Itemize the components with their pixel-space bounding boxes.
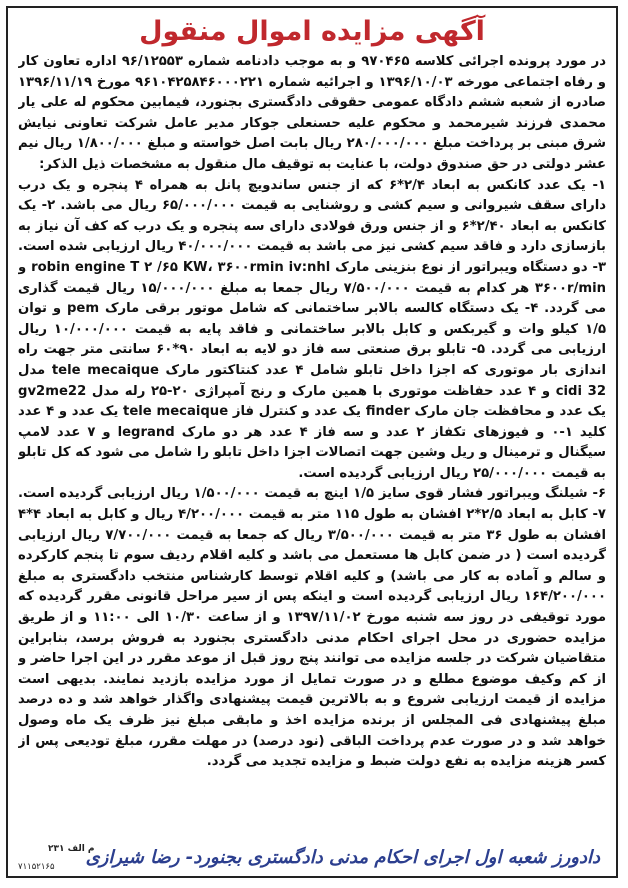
notice-paragraph-terms: ۶- شیلنگ ویبراتور فشار قوی سایز ۱/۵ اینچ به قیمت ۱/۵۰۰/۰۰۰ ریال ارزیابی گردیده است. ۷- کابل به ابعاد ۲/۵*۲ افشان به طول ۱۱۵ متر به قیمت ۴/۲۰۰/۰۰۰ ریال و کابل به ابعاد ۴*۴ افشان به طول ۳۶ متر به قیمت ۳/۵۰۰/۰۰۰ ریال که جمعا به قیمت ۷/۷۰۰/۰۰۰ ریال ارزیابی گردیده است ( در ضمن کابل ها مستعمل می باشد و کلیه اقلام ردیف سوم تا پنجم کارکرده و سالم و آماده به کار می باشد) و کلیه اقلام توسط کارشناس منتخب دادگستری به مبلغ ۱۶۴/۲۰۰/۰۰۰ ریال ارزیابی گردیده است و اینکه پس از سیر مراحل قانونی مقرر گردیده که مورد توقیفی در روز سه شنبه مورخ ۱۳۹۷/۱۱/۰۲ و از ساعت ۱۰/۳۰ الی ۱۱:۰۰ و از طریق مزایده حضوری در محل اجرای احکام مدنی دادگستری بجنورد به فروش برسد، بنابراین متقاضیان شرکت در جلسه مزایده می توانند پنج روز قبل از موعد مقرر در این اجرا حاضر و از کم وکیف موضوع مطلع و در صورت تمایل از مورد مزایده بازدید نمایند. بدیهی است مزایده از قیمت ارزیابی شروع و به بالاترین قیمت پیشنهادی واگذار خواهد شد و ده درصد مبلغ پیشنهادی فی المجلس از برنده مزایده اخذ و مابقی مبلغ نیز ظرف یک ماه وصول خواهد شد و در صورت عدم پرداخت الباقی (نود درصد) در مهلت مقرر، مبلغ تودیعی پس از کسر هزینه مزایده به نفع دولت ضبط و مزایده تجدید می گردد. [18,486,606,770]
notice-title: آگهی مزایده اموال منقول [139,16,485,47]
notice-paragraph-intro: در مورد پرونده اجرائی کلاسه ۹۷۰۴۶۵ و به موجب دادنامه شماره ۹۶/۱۲۵۵۳ اداره تعاون کار و رفاه اجتماعی مورخه ۱۳۹۶/۱۰/۰۳ و اجرائیه شماره ۹۶۱۰۴۲۵۸۴۶۰۰۰۲۲۱ مورخ ۱۳۹۶/۱۱/۱۹ صادره از شعبه ششم دادگاه عمومی حقوقی دادگستری بجنورد، فیمابین محکوم له علی یار محمدی فرزند شیرمحمد و محکوم علیه حسنعلی جوکار مدیر عامل شرکت تعاونی نیایش شرق مبنی بر پرداخت مبلغ ۲۸۰/۰۰۰/۰۰۰ ریال بابت اصل خواسته و مبلغ ۱/۸۰۰/۰۰۰ ریال نیم عشر دولتی در حق صندوق دولت، با عنایت به توقیف مال منقول به مشخصات ذیل الذکر: [18,54,606,172]
side-code: ۷۱۱۵۲۱۶۵ [18,862,55,872]
notice-footer [18,842,606,872]
notice-body [18,52,606,842]
signature-line: دادورز شعبه اول اجرای احکام مدنی دادگستری بجنورد- رضا شیرازی [85,847,600,868]
notice-paragraph-items: ۱- یک عدد کانکس به ابعاد ۲/۴*۶ که از جنس ساندویچ پانل به همراه ۴ پنجره و یک درب دارای سقف شیروانی و سیم کشی و روشنایی به قیمت ۶۵/۰۰۰/۰۰۰ ریال می باشد. ۲- یک کانکس به ابعاد ۲/۴۰*۶ و از جنس ورق فولادی دارای سه پنجره و یک درب که کف آن نیاز به بازسازی دارد و فاقد سیم کشی نیز می باشد به قیمت ۴۰/۰۰۰/۰۰۰ ریال ارزیابی شده است. ۳- دو دستگاه ویبراتور از نوع بنزینی مارک robin engine T ۲ /۶۵ KW، ۳۶۰۰rmin iv:nhl و ۳۶۰۰r/min هر کدام به قیمت ۷/۵۰۰/۰۰۰ ریال جمعا به مبلغ ۱۵/۰۰۰/۰۰۰ ریال قیمت گذاری می گردد. ۴- یک دستگاه کالسه بالابر ساختمانی که شامل موتور برقی مارک pem و توان ۱/۵ کیلو وات و گیربکس و کابل بالابر ساختمانی و فاقد پایه به قیمت ۱۰/۰۰۰/۰۰۰ ریال ارزیابی می گردد. ۵- تابلو برق صنعتی سه فاز دو لایه به ابعاد ۹۰*۶۰ سانتی متر جهت راه اندازی بار موتوری که اجزا داخل تابلو شامل ۴ عدد کنتاکتور مارک tele mecaique مدل cidi 32 و ۴ عدد حفاظت موتوری با همین مارک و رنج آمپراژی ۲۰-۲۵ رله مدل gv2me22 یک عدد و محافظت جان مارک finder یک عدد و کنترل فاز tele mecaique یک عدد و ۴ عدد کلید ۱-۰ و فیوزهای تکفاز ۲ عدد و سه فاز ۴ عدد هر دو مارک legrand و ۷ عدد لامپ سیگنال و ترمینال و ریل وشین جهت اتصالات اجزا داخل تابلو را شامل می شود که کل تابلو به قیمت ۲۵/۰۰۰/۰۰۰ ریال ارزیابی گردیده است. [18,177,606,481]
auction-notice [6,6,618,878]
reference-code: م الف ۲۳۱ [48,844,95,854]
